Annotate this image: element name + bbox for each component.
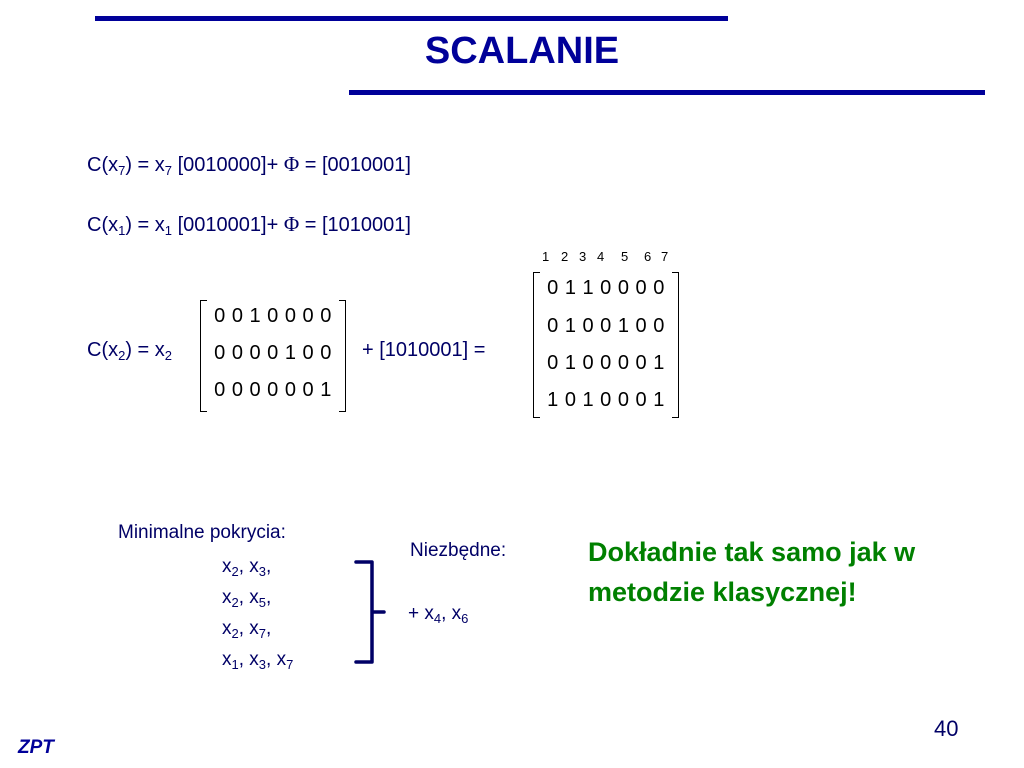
eq3-mid: ) = x <box>125 339 165 361</box>
column-number: 1 <box>542 249 550 264</box>
eq2-left: C(x <box>87 214 119 236</box>
cover-var: , x <box>266 649 287 670</box>
matrix-row: 0 1 0 0 1 0 0 <box>547 315 665 337</box>
cover-var: , x <box>238 649 259 670</box>
cover-var: x <box>222 649 232 670</box>
cover-sub: 2 <box>231 595 239 610</box>
eq1-left: C(x <box>87 154 119 176</box>
cover-var: , <box>266 587 272 608</box>
matrix-row: 0 0 0 0 0 0 1 <box>214 379 332 401</box>
essential-prefix: + x <box>408 603 434 624</box>
curly-brace-icon <box>350 558 390 666</box>
equation-c-x1 <box>87 212 411 237</box>
eq2-sub2: 1 <box>164 223 173 238</box>
essential-label: Niezbędne: <box>410 540 507 561</box>
cover-item <box>222 556 271 578</box>
matrix-left <box>200 300 346 412</box>
cover-item <box>222 618 271 640</box>
conclusion-text: Dokładnie tak samo jak w metodzie klasycznej! <box>588 537 916 607</box>
slide-title: SCALANIE <box>424 30 620 72</box>
eq3-left: C(x <box>87 339 119 361</box>
top-rule <box>95 16 728 21</box>
equation-c-x2 <box>87 339 172 362</box>
equation-c-x7 <box>87 152 411 177</box>
column-number: 5 <box>621 249 629 264</box>
cover-item <box>222 587 271 609</box>
title-underline-rule <box>349 90 985 95</box>
cover-var: x <box>222 587 232 608</box>
cover-sub: 2 <box>231 564 239 579</box>
phi-symbol: Φ <box>283 152 300 176</box>
matrix-right <box>533 272 679 418</box>
column-number: 6 <box>644 249 652 264</box>
essential-mid: , x <box>441 603 462 624</box>
cover-sub: 3 <box>258 657 267 672</box>
eq1-rest: [0010000]+ <box>172 154 284 176</box>
column-number: 7 <box>661 249 669 264</box>
eq2-mid: ) = x <box>125 214 165 236</box>
essential-implicants <box>408 603 468 625</box>
cover-sub: 3 <box>258 564 267 579</box>
cover-var: x <box>222 556 232 577</box>
cover-sub: 7 <box>286 657 294 672</box>
essential-sub: 4 <box>433 611 442 626</box>
eq1-sub1: 7 <box>118 163 126 178</box>
matrix-row: 0 0 0 0 1 0 0 <box>214 342 332 364</box>
minimal-covers-label: Minimalne pokrycia: <box>118 522 286 543</box>
matrix-row: 0 1 1 0 0 0 0 <box>547 277 665 299</box>
eq1-end: = [0010001] <box>299 154 411 176</box>
cover-var: , <box>266 618 272 639</box>
matrix-row: 1 0 1 0 0 0 1 <box>547 389 665 411</box>
column-number: 2 <box>561 249 569 264</box>
cover-var: , x <box>238 618 259 639</box>
eq2-sub1: 1 <box>118 223 126 238</box>
eq2-rest: [0010001]+ <box>172 214 284 236</box>
matrix-row: 0 0 1 0 0 0 0 <box>214 305 332 327</box>
cover-var: x <box>222 618 232 639</box>
phi-symbol: Φ <box>283 212 300 236</box>
eq1-mid: ) = x <box>125 154 165 176</box>
cover-var: , <box>266 556 272 577</box>
column-number: 4 <box>597 249 605 264</box>
cover-sub: 5 <box>258 595 267 610</box>
plus-vector-text: + [1010001] = <box>362 339 486 361</box>
cover-var: , x <box>238 587 259 608</box>
eq2-end: = [1010001] <box>299 214 411 236</box>
eq3-sub1: 2 <box>118 348 126 363</box>
cover-sub: 7 <box>258 626 267 641</box>
cover-sub: 2 <box>231 626 239 641</box>
column-number: 3 <box>579 249 587 264</box>
matrix-row: 0 1 0 0 0 0 1 <box>547 352 665 374</box>
eq3-sub2: 2 <box>164 348 173 363</box>
cover-sub: 1 <box>231 657 239 672</box>
eq1-sub2: 7 <box>164 163 173 178</box>
essential-sub: 6 <box>461 611 469 626</box>
cover-var: , x <box>238 556 259 577</box>
page-number: 40 <box>934 716 959 741</box>
cover-item <box>222 649 293 671</box>
footer-brand: ZPT <box>18 737 54 758</box>
